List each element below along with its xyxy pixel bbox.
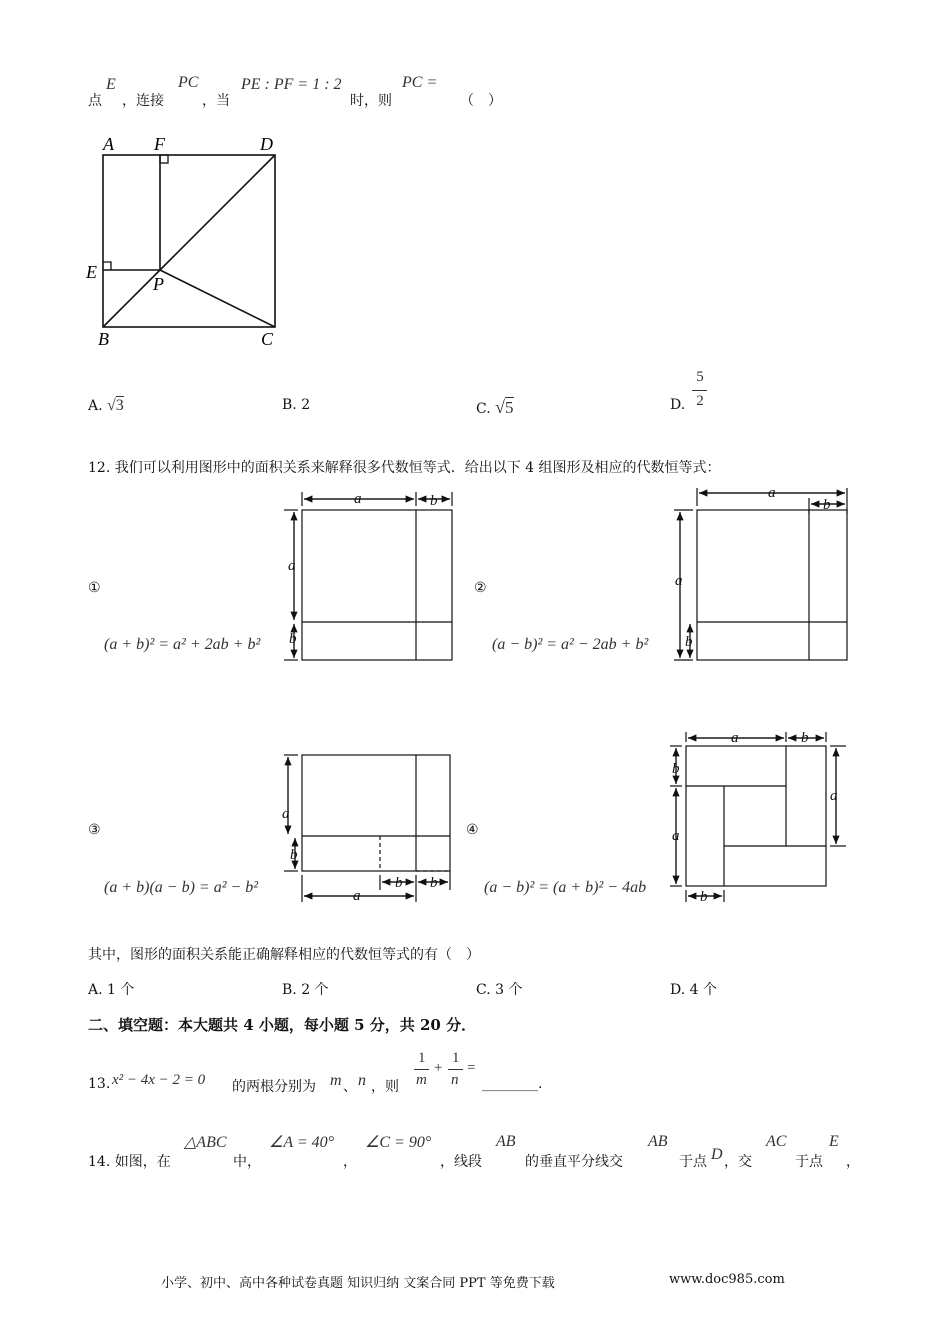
q12-marker-2: ② [474, 580, 487, 596]
q11-blank: （ ） [460, 93, 502, 109]
q11-text-3: ，当 [202, 93, 230, 109]
q13-var-m: m [330, 1072, 342, 1089]
fig4-label-b-left: b [672, 761, 680, 777]
fig1-label-a-side: a [288, 558, 296, 574]
q12-marker-1: ① [88, 580, 101, 596]
q11-option-a-value: 3 [115, 397, 124, 414]
fig3-label-a-bottom: a [353, 888, 361, 904]
q13-eqsign: = [467, 1060, 476, 1076]
label-c: C [261, 329, 274, 349]
fig4-label-a-top: a [731, 730, 739, 746]
q12-option-d: D. 4 个 [670, 982, 717, 998]
fig1-label-a: a [354, 491, 362, 507]
label-a: A [103, 134, 114, 154]
q11-option-c-value: 5 [505, 398, 514, 417]
q14-comma: ， [343, 1154, 357, 1170]
fig3-label-a-side: a [282, 806, 290, 822]
q13-var-n: n [358, 1072, 366, 1089]
q11-option-b: B. 2 [282, 397, 311, 413]
q14-text-0: 14. 如图，在 [88, 1154, 171, 1170]
q12-formula-3: (a + b)(a − b) = a² − b² [104, 879, 259, 896]
q14-angle-c: ∠C = 90° [365, 1134, 432, 1151]
q13-plus: + [434, 1060, 443, 1076]
footer-text: 小学、初中、高中各种试卷真题 知识归纳 文案合同 PPT 等免费下载 [161, 1276, 555, 1291]
q11-text-4: 时，则 [350, 93, 392, 109]
q13-text-1: 的两根分别为 [232, 1079, 316, 1095]
label-b: B [98, 329, 109, 349]
q14-text-7: ， [846, 1154, 860, 1170]
q11-option-a-label: A. [88, 398, 108, 414]
q11-ratio: PE : PF = 1 : 2 [241, 76, 342, 93]
q14-text-3: 的垂直平分线交 [525, 1154, 623, 1170]
q13-answer-blank: ________. [482, 1076, 543, 1092]
q11-option-d-numerator: 5 [696, 369, 704, 385]
fig1-label-b-side: b [289, 631, 297, 647]
fig2-label-a: a [768, 485, 776, 501]
q12-formula-2: (a − b)² = a² − 2ab + b² [492, 636, 649, 653]
q12-marker-3: ③ [88, 822, 101, 838]
q14-point-d: D [711, 1146, 723, 1163]
q14-angle-a: ∠A = 40° [269, 1134, 335, 1151]
sqrt-icon: √ [495, 397, 506, 417]
q13-frac2-num: 1 [452, 1050, 460, 1066]
q11-option-d-label: D. [670, 397, 686, 413]
q14-text-4: 于点 [679, 1154, 707, 1170]
q14-point-e: E [829, 1133, 839, 1150]
q13-sep: 、 [343, 1079, 357, 1095]
label-d: D [260, 134, 273, 154]
fig4-label-b-top: b [801, 730, 809, 746]
fig3-label-b-dashed: b [430, 875, 438, 891]
q11-option-c-label: C. [476, 401, 496, 417]
q12-stem: 12. 我们可以利用图形中的面积关系来解释很多代数恒等式．给出以下 4 组图形及相应的代数恒等式： [88, 460, 721, 476]
fig4-label-a-right: a [830, 788, 838, 804]
label-p: P [153, 274, 164, 294]
q12-marker-4: ④ [466, 822, 479, 838]
q11-pc-eq: PC = [402, 74, 438, 91]
fig1-label-b: b [430, 493, 438, 509]
q11-var-pc: PC [178, 74, 199, 91]
q13-frac1-num: 1 [418, 1050, 426, 1066]
q12-formula-4: (a − b)² = (a + b)² − 4ab [484, 879, 647, 896]
q14-seg-ab-2: AB [648, 1133, 668, 1150]
q11-text-1: 点 [88, 93, 102, 109]
q13-equation: x² − 4x − 2 = 0 [112, 1072, 206, 1088]
q14-text-1: 中， [233, 1154, 261, 1170]
q13-text-2: ，则 [371, 1079, 399, 1095]
q14-text-2: ，线段 [440, 1154, 482, 1170]
label-e: E [86, 262, 97, 282]
sqrt-icon: √ [107, 397, 116, 414]
fig4-label-b-bottom: b [700, 889, 708, 905]
q14-triangle: △ABC [184, 1134, 227, 1151]
fig2-label-a-side: a [675, 573, 683, 589]
q12-question: 其中，图形的面积关系能正确解释相应的代数恒等式的有（ ） [88, 947, 480, 963]
q13-number: 13. [88, 1076, 111, 1092]
section-heading: 二、填空题：本大题共 4 小题，每小题 5 分，共 20 分． [88, 1016, 477, 1034]
q11-option-d-denominator: 2 [696, 393, 704, 409]
q12-formula-1: (a + b)² = a² + 2ab + b² [104, 636, 261, 653]
fraction-bar [414, 1069, 429, 1070]
footer-url[interactable]: www.doc985.com [669, 1272, 785, 1287]
q14-seg-ab: AB [496, 1133, 516, 1150]
q14-seg-ac: AC [766, 1133, 787, 1150]
q13-frac2-den: n [451, 1072, 459, 1088]
fig3-label-b-bottom: b [395, 875, 403, 891]
fig2-label-b-side: b [685, 634, 693, 650]
q12-option-a: A. 1 个 [88, 982, 135, 998]
fig3-label-b-side: b [290, 847, 298, 863]
q11-text-2: ，连接 [122, 93, 164, 109]
label-f: F [154, 134, 165, 154]
q12-option-c: C. 3 个 [476, 982, 523, 998]
q11-var-e: E [106, 76, 116, 93]
q14-text-6: 于点 [795, 1154, 823, 1170]
q14-text-5: ，交 [724, 1154, 752, 1170]
q13-frac1-den: m [416, 1072, 427, 1088]
q12-option-b: B. 2 个 [282, 982, 329, 998]
fraction-bar [448, 1069, 463, 1070]
fig2-label-b: b [823, 497, 831, 513]
fig4-label-a-left: a [672, 828, 680, 844]
